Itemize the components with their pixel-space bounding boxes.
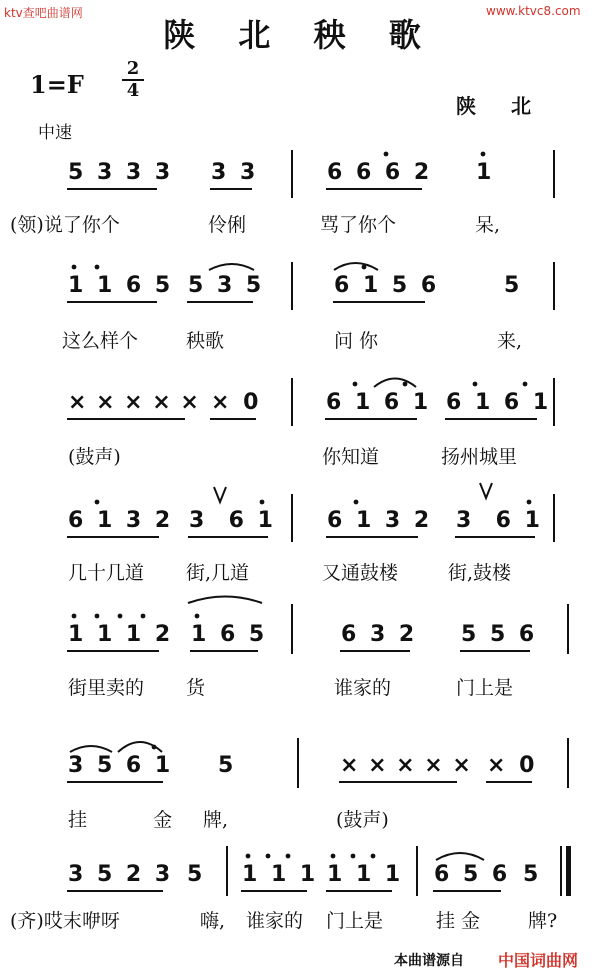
lyrics-r6-b: 牌, (203, 809, 229, 831)
tempo-marking: 中速 (38, 123, 72, 143)
notes-r2-m2b: 5 (504, 273, 523, 298)
notes-r4-m1b: 3 6 1 (189, 508, 276, 533)
notes-r2-m2a: 6 1 5 6 (334, 273, 440, 298)
octave-dot (95, 265, 100, 270)
source-label: 本曲谱源自 (394, 953, 464, 969)
slur (436, 853, 484, 860)
lyrics-r4-b: 街,几道 (186, 562, 250, 584)
octave-dot (72, 265, 77, 270)
notes-r7-m3a: 6 5 6 (434, 862, 511, 887)
breath-mark (480, 483, 492, 498)
notes-r6-m1b: 5 (218, 753, 237, 778)
octave-dot (403, 382, 408, 387)
octave-dot (286, 854, 291, 859)
lyrics-r5-d: 门上是 (456, 677, 514, 699)
octave-dot (384, 152, 389, 157)
lyrics-r3-a: (鼓声) (68, 446, 121, 468)
lyrics-r1-d: 呆, (475, 214, 501, 236)
notes-r5-m2a: 6 3 2 (341, 622, 418, 647)
notes-r5-m1b: 1 6 5 (191, 622, 268, 647)
notes-r5-m1a: 1 1 1 2 (68, 622, 174, 647)
slur (188, 597, 262, 604)
lyrics-r7-b: 嗨, (200, 910, 226, 932)
notes-r7-m3b: 5 (523, 862, 542, 887)
octave-dot (266, 854, 271, 859)
lyrics-r7-c: 谁家的 (246, 910, 304, 932)
notes-r6-m2a: × × × × × (340, 753, 472, 778)
notes-r4-m2b: 3 6 1 (456, 508, 543, 533)
song-title: 陕 北 秧 歌 (163, 16, 437, 54)
octave-dot (331, 854, 336, 859)
lyrics-r7-d: 门上是 (326, 910, 384, 932)
notes-r6-m2b: × 0 (487, 753, 538, 778)
notes-r7-m2a: 1 1 1 (242, 862, 319, 887)
octave-dot (95, 614, 100, 619)
octave-dot (72, 614, 77, 619)
octave-dot (473, 382, 478, 387)
notes-r4-m1a: 6 1 3 2 (68, 508, 174, 533)
key-signature: 1=F (30, 70, 84, 99)
source-name: 中国词曲网 (498, 951, 579, 970)
notes-r1-m2b: 1 (476, 160, 495, 185)
lyrics-r2-c: 问 你 (334, 330, 379, 352)
notes-r7-m2b: 1 1 1 (327, 862, 404, 887)
octave-dot (195, 614, 200, 619)
notes-r4-m2a: 6 1 3 2 (327, 508, 433, 533)
lyrics-r5-a: 街里卖的 (68, 677, 145, 699)
lyrics-r4-c: 又通鼓楼 (322, 562, 399, 584)
notes-r3-m2a: 6 1 6 1 (326, 390, 432, 415)
slur (209, 264, 254, 270)
octave-dot (152, 745, 157, 750)
notes-r3-m1a: × × × × × (68, 390, 200, 415)
octave-dot (371, 854, 376, 859)
slur (70, 746, 112, 752)
lyrics-r4-d: 街,鼓楼 (448, 562, 512, 584)
lyrics-r3-d: 扬州城里 (441, 446, 518, 468)
lyrics-r1-b: 伶俐 (208, 214, 247, 236)
notes-r7-m1a: 3 5 2 3 (68, 862, 174, 887)
lyrics-r6-a: 挂 金 (68, 809, 191, 831)
notes-r3-m1b: × 0 (211, 390, 262, 415)
notes-r2-m1b: 5 3 5 (188, 273, 265, 298)
lyrics-r2-a: 这么样个 (62, 330, 139, 352)
notes-r5-m2b: 5 5 6 (461, 622, 538, 647)
octave-dot (260, 500, 265, 505)
lyrics-r4-a: 几十几道 (68, 562, 145, 584)
octave-dot (362, 265, 367, 270)
notes-r1-m2a: 6 6 6 2 (327, 160, 433, 185)
lyrics-r1-a: (领)说了你个 (10, 214, 120, 236)
lyrics-r1-c: 骂了你个 (320, 214, 397, 236)
notes-r1-m1a: 5 3 3 3 (68, 160, 174, 185)
octave-dot (351, 854, 356, 859)
lyrics-r6-c: (鼓声) (336, 809, 389, 831)
lyrics-r7-f: 牌? (528, 910, 558, 932)
notes-r7-m1b: 5 (187, 862, 206, 887)
lyrics-r5-b: 货 (186, 677, 206, 699)
lyrics-r2-b: 秧歌 (186, 330, 225, 352)
octave-dot (353, 382, 358, 387)
octave-dot (141, 614, 146, 619)
octave-dot (481, 152, 486, 157)
notes-r6-m1a: 3 5 6 1 (68, 753, 174, 778)
octave-dot (354, 500, 359, 505)
octave-dot (95, 500, 100, 505)
octave-dot (523, 382, 528, 387)
notes-r1-m1b: 3 3 (211, 160, 259, 185)
watermark-right: www.ktvc8.com (486, 4, 581, 18)
notes-r2-m1a: 1 1 6 5 (68, 273, 174, 298)
octave-dot (527, 500, 532, 505)
breath-mark (214, 487, 226, 502)
slur (374, 379, 416, 388)
watermark-left: ktv查吧曲谱网 (4, 6, 83, 20)
song-origin: 陕 北 (456, 94, 545, 118)
lyrics-r2-d: 来, (497, 330, 523, 352)
octave-dot (118, 614, 123, 619)
meter-denominator: 4 (126, 80, 140, 101)
lyrics-r7-a: (齐)哎末咿呀 (10, 910, 120, 932)
lyrics-r3-c: 你知道 (322, 446, 380, 468)
lyrics-r7-e: 挂 金 (436, 910, 481, 932)
notes-r3-m2b: 6 1 6 1 (446, 390, 552, 415)
meter-numerator: 2 (126, 58, 140, 79)
octave-dot (246, 854, 251, 859)
slur (334, 263, 378, 270)
lyrics-r5-c: 谁家的 (334, 677, 392, 699)
